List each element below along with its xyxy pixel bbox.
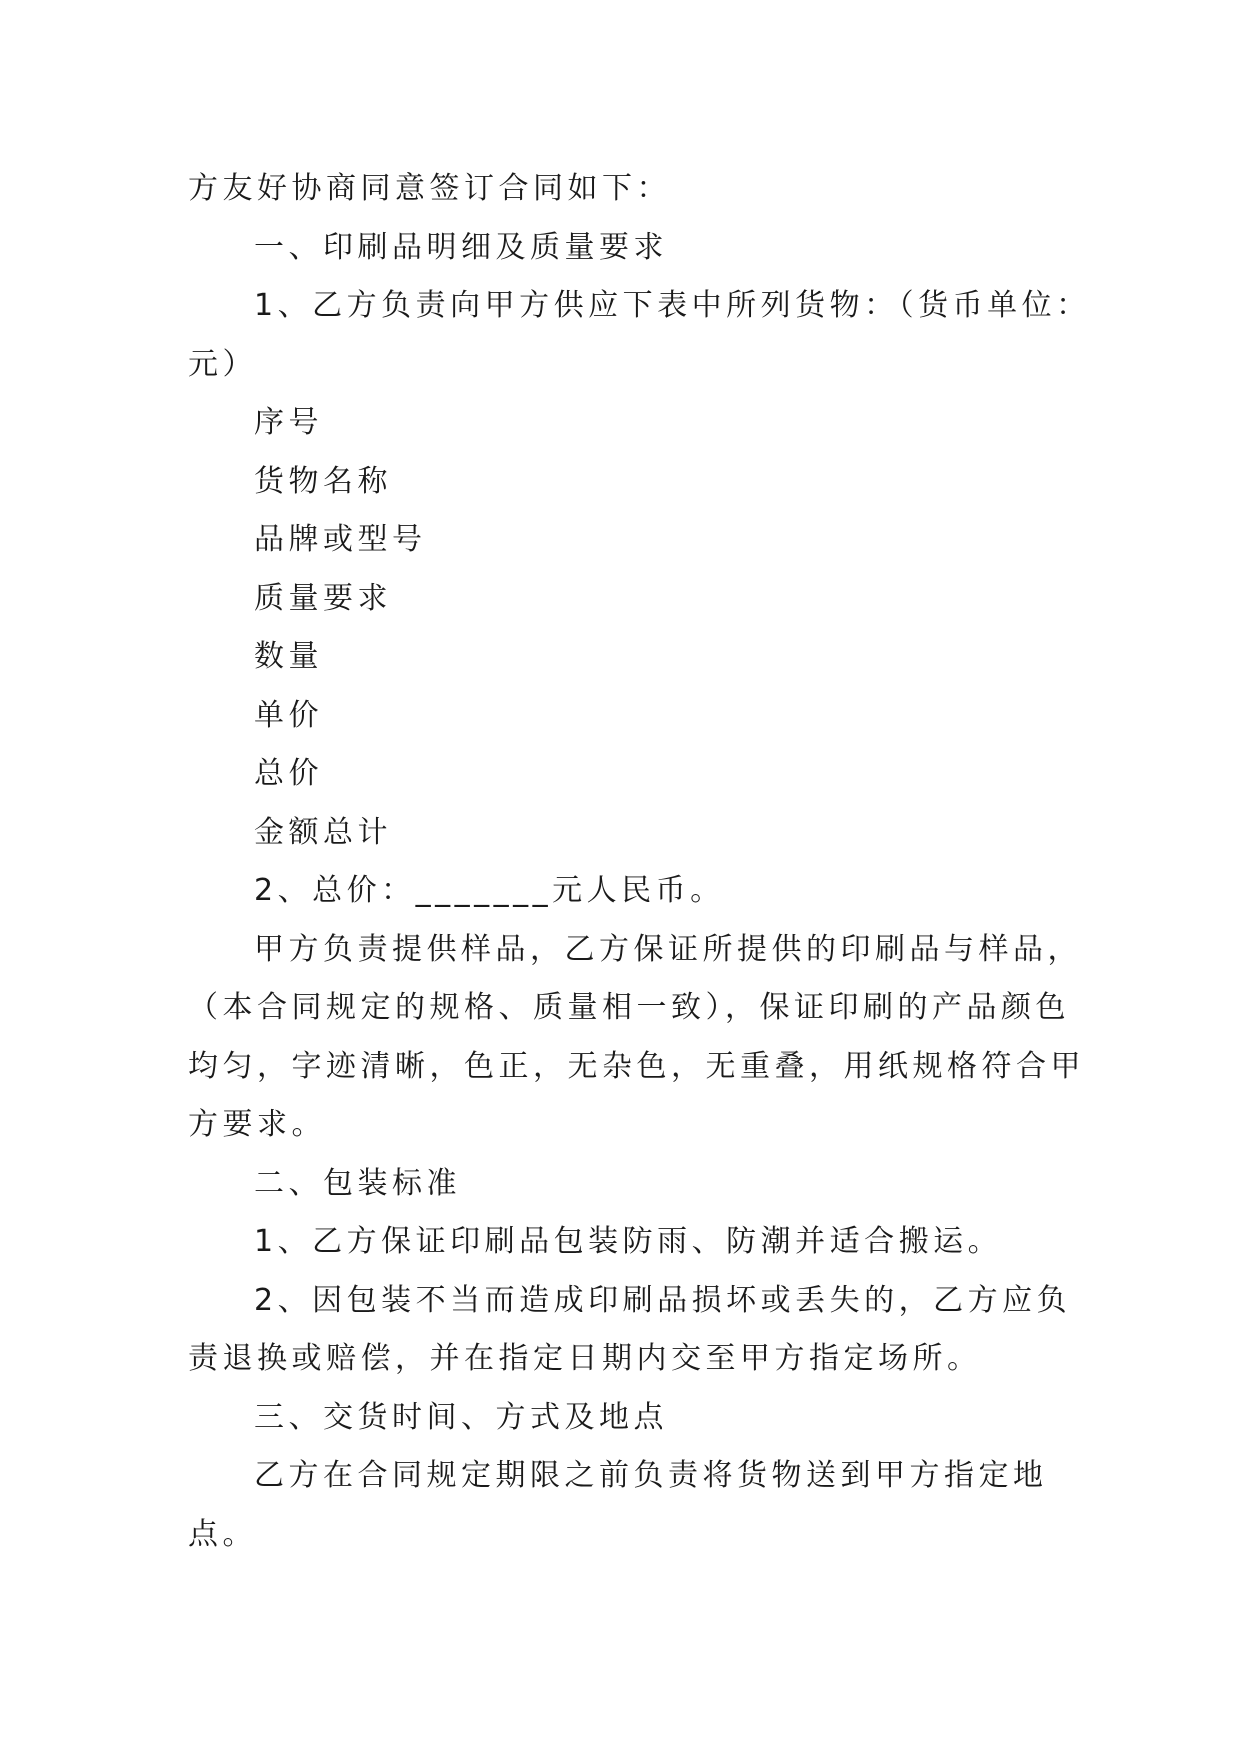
field-label-brand: 品牌或型号 bbox=[254, 522, 427, 557]
clause-2-2: 2、因包装不当而造成印刷品损坏或丢失的，乙方应负 bbox=[254, 1282, 1072, 1318]
paragraph-samples-cont-2: 均匀，字迹清晰，色正，无杂色，无重叠，用纸规格符合甲 bbox=[188, 1048, 1085, 1084]
clause-2-1: 1、乙方保证印刷品包装防雨、防潮并适合搬运。 bbox=[254, 1224, 1003, 1259]
contract-text-block bbox=[188, 160, 1091, 1564]
paragraph-samples-cont-1: （本合同规定的规格、质量相一致），保证印刷的产品颜色 bbox=[188, 990, 1070, 1025]
paragraph-delivery: 乙方在合同规定期限之前负责将货物送到甲方指定地 bbox=[254, 1458, 1048, 1493]
heading-section-1: 一、印刷品明细及质量要求 bbox=[254, 229, 668, 265]
field-label-total-price: 总价 bbox=[254, 756, 323, 791]
heading-section-3: 三、交货时间、方式及地点 bbox=[254, 1399, 668, 1435]
clause-2-2-cont: 责退换或赔偿，并在指定日期内交至甲方指定场所。 bbox=[188, 1341, 982, 1376]
clause-1-1: 1、乙方负责向甲方供应下表中所列货物：（货币单位： bbox=[254, 288, 1091, 323]
field-label-unit-price: 单价 bbox=[254, 697, 323, 733]
field-label-serial: 序号 bbox=[254, 405, 323, 440]
field-label-quantity: 数量 bbox=[254, 639, 323, 674]
paragraph-samples-cont-3: 方要求。 bbox=[188, 1107, 326, 1142]
paragraph-delivery-cont: 点。 bbox=[188, 1516, 257, 1552]
line-agreement-intro: 方友好协商同意签订合同如下： bbox=[188, 171, 671, 206]
field-label-amount-total: 金额总计 bbox=[254, 814, 392, 850]
clause-1-2-total: 2、总价：_______元人民币。 bbox=[254, 873, 725, 908]
field-label-quality: 质量要求 bbox=[254, 580, 392, 616]
heading-section-2: 二、包装标准 bbox=[254, 1165, 461, 1201]
paragraph-samples: 甲方负责提供样品，乙方保证所提供的印刷品与样品， bbox=[254, 931, 1082, 967]
clause-1-1-cont: 元） bbox=[188, 346, 257, 382]
field-label-goods-name: 货物名称 bbox=[254, 463, 392, 499]
